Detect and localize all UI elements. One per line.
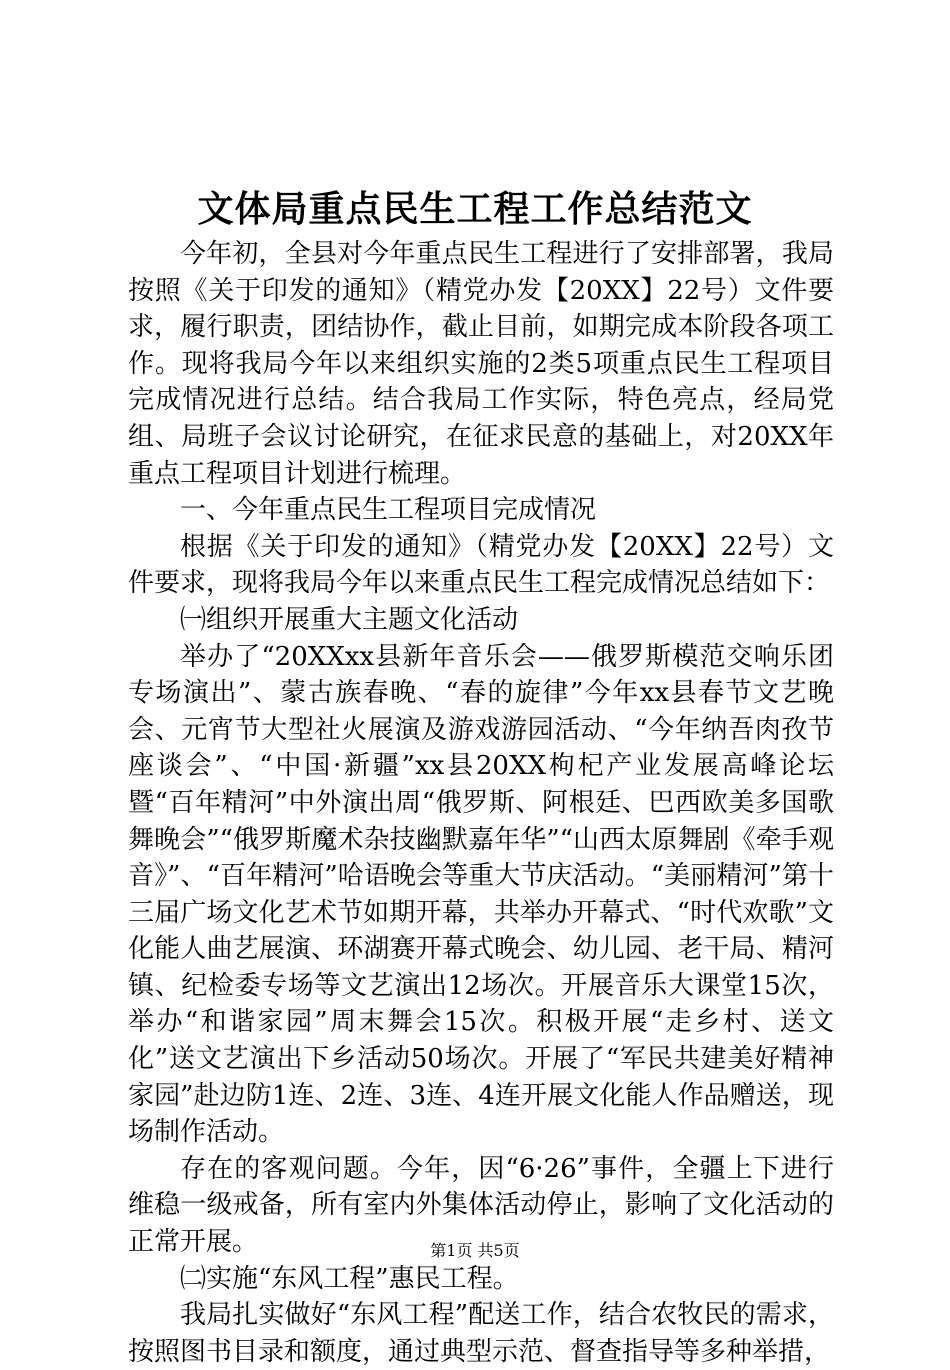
document-body — [128, 236, 834, 1370]
paragraph-dongfeng: 我局扎实做好“东风工程”配送工作，结合农牧民的需求，按照图书目录和额度，通过典型示范、督查指导等多种举措， — [128, 1300, 834, 1367]
page-footer: 第1页 共5页 — [430, 1241, 520, 1260]
document-title: 文体局重点民生工程工作总结范文 — [197, 188, 753, 230]
paragraph-activities: 举办了“20XXxx县新年音乐会——俄罗斯模范交响乐团专场演出”、蒙古族春晚、“春的旋律”今年xx县春节文艺晚会、元宵节大型社火展演及游戏游园活动、“今年纳吾肉孜节座谈会”、“中国·新疆”xx县20XX枸杞产业发展高峰论坛暨“百年精河”中外演出周“俄罗斯、阿根廷、巴西欧美多国歌舞晚会”“俄罗斯魔术杂技幽默嘉年华”“山西太原舞剧《牵手观音》”、“百年精河”哈语晚会等重大节庆活动。“美丽精河”第十三届广场文化艺术节如期开幕，共举办开幕式、“时代欢歌”文化能人曲艺展演、环湖赛开幕式晚会、幼儿园、老干局、精河镇、纪检委专场等文艺演出12场次。开展音乐大课堂15次，举办“和谐家园”周末舞会15次。积极开展“走乡村、送文化”送文艺演出下乡活动50场次。开展了“军民共建美好精神家园”赴边防1连、2连、3连、4连开展文化能人作品赠送，现场制作活动。 — [128, 641, 834, 1148]
subsection-heading-1: ㈠组织开展重大主题文化活动 — [180, 604, 519, 635]
section-heading-1: 一、今年重点民生工程项目完成情况 — [180, 495, 597, 526]
paragraph-intro: 今年初，全县对今年重点民生工程进行了安排部署，我局按照《关于印发的通知》（精党办发【20XX】22号）文件要求，履行职责，团结协作，截止目前，如期完成本阶段各项工作。现将我局今年以来组织实施的2类5项重点民生工程项目完成情况进行总结。结合我局工作实际，特色亮点，经局党组、局班子会议讨论研究，在征求民意的基础上，对20XX年重点工程项目计划进行梳理。 — [128, 239, 834, 489]
paragraph-basis: 根据《关于印发的通知》（精党办发【20XX】22号）文件要求，现将我局今年以来重点民生工程完成情况总结如下： — [128, 531, 834, 599]
subsection-heading-2: ㈡实施“东风工程”惠民工程。 — [180, 1263, 519, 1294]
paragraph-problems: 存在的客观问题。今年，因“6·26”事件，全疆上下进行维稳一级戒备，所有室内外集体活动停止，影响了文化活动的正常开展。 — [128, 1153, 834, 1258]
